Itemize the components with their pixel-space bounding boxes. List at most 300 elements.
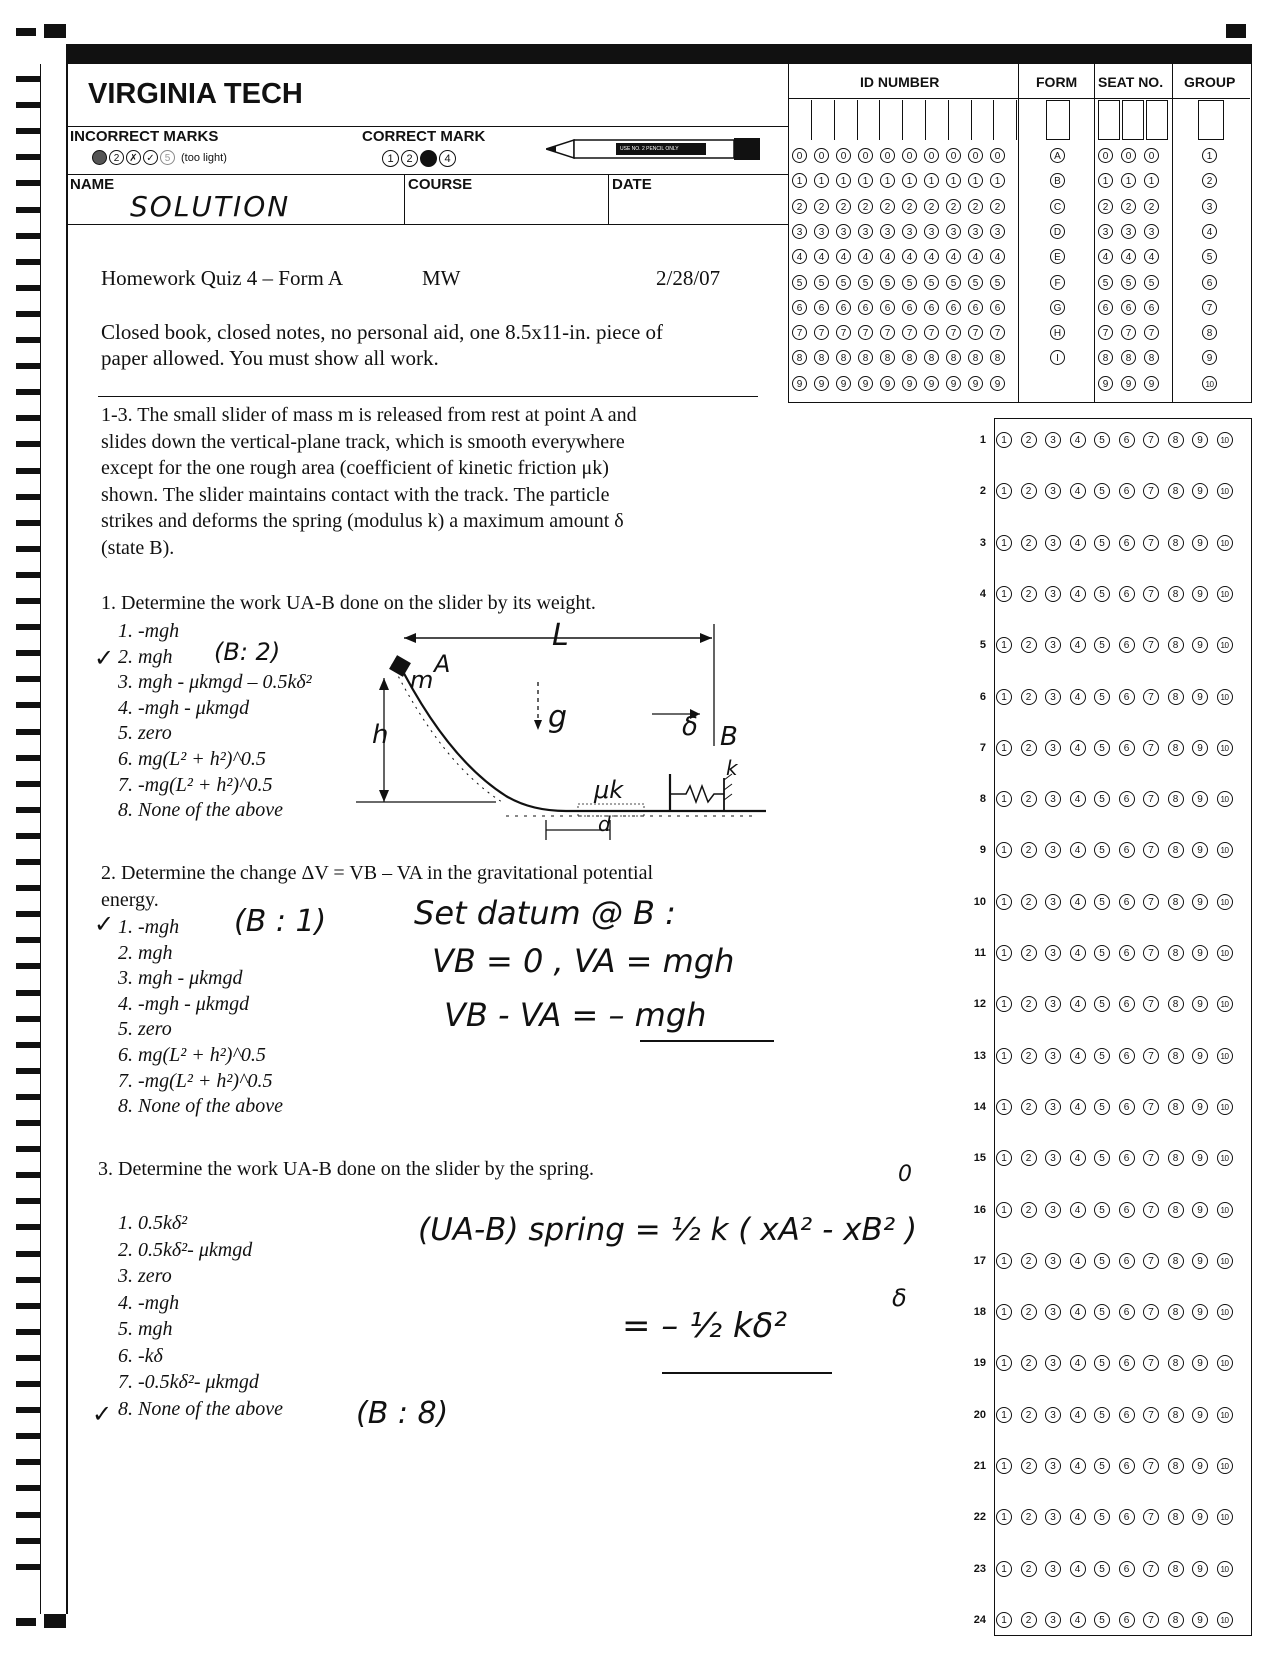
answer-bubble[interactable]: 8 bbox=[1168, 1407, 1184, 1423]
answer-bubble[interactable]: 3 bbox=[1045, 483, 1061, 499]
answer-bubble[interactable]: 5 bbox=[1094, 637, 1110, 653]
answer-bubble[interactable]: 4 bbox=[1070, 894, 1086, 910]
answer-bubble[interactable]: 10 bbox=[1217, 791, 1233, 807]
answer-bubble[interactable]: 8 bbox=[1168, 1612, 1184, 1628]
answer-bubble[interactable]: 6 bbox=[1119, 1304, 1135, 1320]
answer-bubble[interactable]: 1 bbox=[996, 894, 1012, 910]
id-write-box[interactable] bbox=[836, 100, 858, 140]
answer-bubble[interactable]: 4 bbox=[1070, 1253, 1086, 1269]
id-bubble[interactable]: 7 bbox=[946, 325, 961, 340]
id-bubble[interactable]: 3 bbox=[968, 224, 983, 239]
answer-bubble[interactable]: 7 bbox=[1143, 1048, 1159, 1064]
seat-write-box[interactable] bbox=[1122, 100, 1144, 140]
answer-bubble[interactable]: 9 bbox=[1192, 432, 1208, 448]
answer-bubble[interactable]: 8 bbox=[1168, 432, 1184, 448]
answer-bubble[interactable]: 3 bbox=[1045, 1202, 1061, 1218]
id-bubble[interactable]: 3 bbox=[858, 224, 873, 239]
id-bubble[interactable]: 8 bbox=[946, 350, 961, 365]
seat-write-box[interactable] bbox=[1146, 100, 1168, 140]
answer-bubble[interactable]: 10 bbox=[1217, 586, 1233, 602]
answer-bubble[interactable]: 8 bbox=[1168, 996, 1184, 1012]
answer-bubble[interactable]: 3 bbox=[1045, 894, 1061, 910]
id-bubble[interactable]: 9 bbox=[924, 376, 939, 391]
id-bubble[interactable]: 3 bbox=[814, 224, 829, 239]
group-bubble[interactable]: 9 bbox=[1202, 350, 1217, 365]
answer-bubble[interactable]: 5 bbox=[1094, 1407, 1110, 1423]
answer-bubble[interactable]: 3 bbox=[1045, 689, 1061, 705]
id-bubble[interactable]: 2 bbox=[902, 199, 917, 214]
id-bubble[interactable]: 7 bbox=[990, 325, 1005, 340]
seat-bubble[interactable]: 9 bbox=[1144, 376, 1159, 391]
answer-bubble[interactable]: 7 bbox=[1143, 1612, 1159, 1628]
answer-bubble[interactable]: 9 bbox=[1192, 894, 1208, 910]
answer-bubble[interactable]: 9 bbox=[1192, 945, 1208, 961]
answer-bubble[interactable]: 10 bbox=[1217, 1150, 1233, 1166]
form-bubble[interactable]: E bbox=[1050, 249, 1065, 264]
answer-bubble[interactable]: 2 bbox=[1021, 1458, 1037, 1474]
id-bubble[interactable]: 6 bbox=[990, 300, 1005, 315]
answer-bubble[interactable]: 9 bbox=[1192, 1509, 1208, 1525]
answer-bubble[interactable]: 6 bbox=[1119, 842, 1135, 858]
answer-bubble[interactable]: 3 bbox=[1045, 740, 1061, 756]
answer-bubble[interactable]: 8 bbox=[1168, 637, 1184, 653]
group-bubble[interactable]: 2 bbox=[1202, 173, 1217, 188]
form-bubble[interactable]: G bbox=[1050, 300, 1065, 315]
id-bubble[interactable]: 4 bbox=[968, 249, 983, 264]
answer-bubble[interactable]: 8 bbox=[1168, 1202, 1184, 1218]
answer-bubble[interactable]: 8 bbox=[1168, 1150, 1184, 1166]
answer-bubble[interactable]: 8 bbox=[1168, 740, 1184, 756]
id-bubble[interactable]: 7 bbox=[968, 325, 983, 340]
answer-bubble[interactable]: 3 bbox=[1045, 945, 1061, 961]
answer-bubble[interactable]: 3 bbox=[1045, 432, 1061, 448]
answer-bubble[interactable]: 1 bbox=[996, 637, 1012, 653]
answer-bubble[interactable]: 3 bbox=[1045, 1458, 1061, 1474]
answer-bubble[interactable]: 5 bbox=[1094, 1150, 1110, 1166]
answer-bubble[interactable]: 8 bbox=[1168, 586, 1184, 602]
answer-bubble[interactable]: 5 bbox=[1094, 996, 1110, 1012]
answer-bubble[interactable]: 1 bbox=[996, 432, 1012, 448]
answer-bubble[interactable]: 2 bbox=[1021, 791, 1037, 807]
answer-bubble[interactable]: 7 bbox=[1143, 740, 1159, 756]
answer-bubble[interactable]: 3 bbox=[1045, 1099, 1061, 1115]
id-bubble[interactable]: 2 bbox=[968, 199, 983, 214]
seat-bubble[interactable]: 1 bbox=[1144, 173, 1159, 188]
answer-bubble[interactable]: 7 bbox=[1143, 1202, 1159, 1218]
id-bubble[interactable]: 8 bbox=[924, 350, 939, 365]
answer-bubble[interactable]: 2 bbox=[1021, 1355, 1037, 1371]
answer-bubble[interactable]: 3 bbox=[1045, 1509, 1061, 1525]
answer-bubble[interactable]: 2 bbox=[1021, 740, 1037, 756]
answer-bubble[interactable]: 4 bbox=[1070, 1612, 1086, 1628]
answer-bubble[interactable]: 9 bbox=[1192, 1202, 1208, 1218]
answer-bubble[interactable]: 3 bbox=[1045, 535, 1061, 551]
answer-bubble[interactable]: 1 bbox=[996, 1458, 1012, 1474]
id-bubble[interactable]: 4 bbox=[792, 249, 807, 264]
seat-bubble[interactable]: 7 bbox=[1098, 325, 1113, 340]
seat-bubble[interactable]: 3 bbox=[1098, 224, 1113, 239]
answer-bubble[interactable]: 1 bbox=[996, 689, 1012, 705]
answer-bubble[interactable]: 8 bbox=[1168, 1458, 1184, 1474]
answer-bubble[interactable]: 4 bbox=[1070, 535, 1086, 551]
group-bubble[interactable]: 4 bbox=[1202, 224, 1217, 239]
answer-bubble[interactable]: 9 bbox=[1192, 1561, 1208, 1577]
answer-bubble[interactable]: 5 bbox=[1094, 689, 1110, 705]
answer-bubble[interactable]: 4 bbox=[1070, 996, 1086, 1012]
answer-bubble[interactable]: 5 bbox=[1094, 1458, 1110, 1474]
answer-bubble[interactable]: 2 bbox=[1021, 1048, 1037, 1064]
answer-bubble[interactable]: 3 bbox=[1045, 1253, 1061, 1269]
answer-bubble[interactable]: 10 bbox=[1217, 483, 1233, 499]
answer-bubble[interactable]: 8 bbox=[1168, 483, 1184, 499]
id-bubble[interactable]: 9 bbox=[880, 376, 895, 391]
id-bubble[interactable]: 5 bbox=[924, 275, 939, 290]
answer-bubble[interactable]: 10 bbox=[1217, 740, 1233, 756]
id-bubble[interactable]: 0 bbox=[902, 148, 917, 163]
answer-bubble[interactable]: 6 bbox=[1119, 586, 1135, 602]
answer-bubble[interactable]: 5 bbox=[1094, 1304, 1110, 1320]
id-bubble[interactable]: 9 bbox=[792, 376, 807, 391]
answer-bubble[interactable]: 7 bbox=[1143, 535, 1159, 551]
id-bubble[interactable]: 4 bbox=[814, 249, 829, 264]
id-bubble[interactable]: 5 bbox=[814, 275, 829, 290]
answer-bubble[interactable]: 4 bbox=[1070, 1150, 1086, 1166]
id-bubble[interactable]: 7 bbox=[902, 325, 917, 340]
answer-bubble[interactable]: 10 bbox=[1217, 1099, 1233, 1115]
answer-bubble[interactable]: 4 bbox=[1070, 1458, 1086, 1474]
answer-bubble[interactable]: 6 bbox=[1119, 894, 1135, 910]
answer-bubble[interactable]: 1 bbox=[996, 1099, 1012, 1115]
answer-bubble[interactable]: 7 bbox=[1143, 791, 1159, 807]
answer-bubble[interactable]: 10 bbox=[1217, 1561, 1233, 1577]
id-bubble[interactable]: 2 bbox=[814, 199, 829, 214]
id-bubble[interactable]: 2 bbox=[924, 199, 939, 214]
answer-bubble[interactable]: 6 bbox=[1119, 483, 1135, 499]
id-write-box[interactable] bbox=[972, 100, 994, 140]
answer-bubble[interactable]: 9 bbox=[1192, 637, 1208, 653]
group-bubble[interactable]: 3 bbox=[1202, 199, 1217, 214]
id-bubble[interactable]: 0 bbox=[836, 148, 851, 163]
id-bubble[interactable]: 4 bbox=[836, 249, 851, 264]
id-bubble[interactable]: 7 bbox=[880, 325, 895, 340]
id-write-box[interactable] bbox=[813, 100, 835, 140]
answer-bubble[interactable]: 4 bbox=[1070, 1407, 1086, 1423]
answer-bubble[interactable]: 2 bbox=[1021, 996, 1037, 1012]
seat-bubble[interactable]: 7 bbox=[1144, 325, 1159, 340]
answer-bubble[interactable]: 5 bbox=[1094, 740, 1110, 756]
id-write-box[interactable] bbox=[858, 100, 880, 140]
answer-bubble[interactable]: 3 bbox=[1045, 842, 1061, 858]
answer-bubble[interactable]: 1 bbox=[996, 1253, 1012, 1269]
id-bubble[interactable]: 4 bbox=[880, 249, 895, 264]
id-bubble[interactable]: 3 bbox=[836, 224, 851, 239]
seat-bubble[interactable]: 3 bbox=[1121, 224, 1136, 239]
seat-bubble[interactable]: 4 bbox=[1121, 249, 1136, 264]
answer-bubble[interactable]: 5 bbox=[1094, 432, 1110, 448]
id-bubble[interactable]: 4 bbox=[924, 249, 939, 264]
answer-bubble[interactable]: 1 bbox=[996, 945, 1012, 961]
answer-bubble[interactable]: 8 bbox=[1168, 1048, 1184, 1064]
id-bubble[interactable]: 6 bbox=[836, 300, 851, 315]
answer-bubble[interactable]: 2 bbox=[1021, 432, 1037, 448]
id-bubble[interactable]: 3 bbox=[924, 224, 939, 239]
answer-bubble[interactable]: 6 bbox=[1119, 1099, 1135, 1115]
id-write-box[interactable] bbox=[927, 100, 949, 140]
id-bubble[interactable]: 3 bbox=[880, 224, 895, 239]
seat-bubble[interactable]: 2 bbox=[1098, 199, 1113, 214]
answer-bubble[interactable]: 6 bbox=[1119, 689, 1135, 705]
id-bubble[interactable]: 2 bbox=[880, 199, 895, 214]
answer-bubble[interactable]: 10 bbox=[1217, 1509, 1233, 1525]
answer-bubble[interactable]: 1 bbox=[996, 1202, 1012, 1218]
answer-bubble[interactable]: 7 bbox=[1143, 1150, 1159, 1166]
seat-bubble[interactable]: 8 bbox=[1121, 350, 1136, 365]
answer-bubble[interactable]: 4 bbox=[1070, 1202, 1086, 1218]
id-bubble[interactable]: 1 bbox=[814, 173, 829, 188]
id-bubble[interactable]: 6 bbox=[792, 300, 807, 315]
id-bubble[interactable]: 4 bbox=[990, 249, 1005, 264]
answer-bubble[interactable]: 10 bbox=[1217, 996, 1233, 1012]
id-bubble[interactable]: 1 bbox=[836, 173, 851, 188]
answer-bubble[interactable]: 1 bbox=[996, 483, 1012, 499]
answer-bubble[interactable]: 6 bbox=[1119, 1150, 1135, 1166]
form-bubble[interactable]: D bbox=[1050, 224, 1065, 239]
answer-bubble[interactable]: 7 bbox=[1143, 1253, 1159, 1269]
answer-bubble[interactable]: 3 bbox=[1045, 1612, 1061, 1628]
seat-bubble[interactable]: 6 bbox=[1121, 300, 1136, 315]
id-bubble[interactable]: 7 bbox=[836, 325, 851, 340]
id-bubble[interactable]: 0 bbox=[792, 148, 807, 163]
answer-bubble[interactable]: 3 bbox=[1045, 1150, 1061, 1166]
form-bubble[interactable]: A bbox=[1050, 148, 1065, 163]
id-bubble[interactable]: 1 bbox=[880, 173, 895, 188]
answer-bubble[interactable]: 7 bbox=[1143, 1355, 1159, 1371]
answer-bubble[interactable]: 10 bbox=[1217, 1612, 1233, 1628]
answer-bubble[interactable]: 7 bbox=[1143, 637, 1159, 653]
seat-bubble[interactable]: 5 bbox=[1098, 275, 1113, 290]
answer-bubble[interactable]: 2 bbox=[1021, 637, 1037, 653]
answer-bubble[interactable]: 6 bbox=[1119, 1458, 1135, 1474]
seat-bubble[interactable]: 0 bbox=[1098, 148, 1113, 163]
answer-bubble[interactable]: 10 bbox=[1217, 689, 1233, 705]
answer-bubble[interactable]: 2 bbox=[1021, 1612, 1037, 1628]
id-write-box[interactable] bbox=[950, 100, 972, 140]
id-bubble[interactable]: 4 bbox=[858, 249, 873, 264]
answer-bubble[interactable]: 6 bbox=[1119, 1202, 1135, 1218]
answer-bubble[interactable]: 7 bbox=[1143, 1304, 1159, 1320]
answer-bubble[interactable]: 5 bbox=[1094, 1561, 1110, 1577]
id-bubble[interactable]: 6 bbox=[924, 300, 939, 315]
answer-bubble[interactable]: 8 bbox=[1168, 1355, 1184, 1371]
id-bubble[interactable]: 6 bbox=[946, 300, 961, 315]
answer-bubble[interactable]: 1 bbox=[996, 996, 1012, 1012]
seat-bubble[interactable]: 8 bbox=[1144, 350, 1159, 365]
answer-bubble[interactable]: 8 bbox=[1168, 842, 1184, 858]
answer-bubble[interactable]: 7 bbox=[1143, 586, 1159, 602]
id-bubble[interactable]: 1 bbox=[902, 173, 917, 188]
answer-bubble[interactable]: 3 bbox=[1045, 791, 1061, 807]
id-bubble[interactable]: 0 bbox=[924, 148, 939, 163]
id-bubble[interactable]: 2 bbox=[836, 199, 851, 214]
answer-bubble[interactable]: 2 bbox=[1021, 1561, 1037, 1577]
answer-bubble[interactable]: 4 bbox=[1070, 483, 1086, 499]
form-bubble[interactable]: I bbox=[1050, 350, 1065, 365]
answer-bubble[interactable]: 6 bbox=[1119, 1561, 1135, 1577]
id-bubble[interactable]: 5 bbox=[990, 275, 1005, 290]
answer-bubble[interactable]: 10 bbox=[1217, 1355, 1233, 1371]
answer-bubble[interactable]: 9 bbox=[1192, 1458, 1208, 1474]
id-bubble[interactable]: 5 bbox=[946, 275, 961, 290]
answer-bubble[interactable]: 1 bbox=[996, 535, 1012, 551]
answer-bubble[interactable]: 10 bbox=[1217, 432, 1233, 448]
answer-bubble[interactable]: 7 bbox=[1143, 1099, 1159, 1115]
answer-bubble[interactable]: 9 bbox=[1192, 740, 1208, 756]
answer-bubble[interactable]: 5 bbox=[1094, 842, 1110, 858]
seat-bubble[interactable]: 3 bbox=[1144, 224, 1159, 239]
id-write-box[interactable] bbox=[904, 100, 926, 140]
group-bubble[interactable]: 7 bbox=[1202, 300, 1217, 315]
form-bubble[interactable]: C bbox=[1050, 199, 1065, 214]
answer-bubble[interactable]: 3 bbox=[1045, 996, 1061, 1012]
id-bubble[interactable]: 9 bbox=[836, 376, 851, 391]
answer-bubble[interactable]: 2 bbox=[1021, 1407, 1037, 1423]
answer-bubble[interactable]: 2 bbox=[1021, 894, 1037, 910]
answer-bubble[interactable]: 5 bbox=[1094, 483, 1110, 499]
answer-bubble[interactable]: 1 bbox=[996, 791, 1012, 807]
id-bubble[interactable]: 9 bbox=[902, 376, 917, 391]
answer-bubble[interactable]: 5 bbox=[1094, 1202, 1110, 1218]
answer-bubble[interactable]: 9 bbox=[1192, 1304, 1208, 1320]
id-bubble[interactable]: 7 bbox=[858, 325, 873, 340]
answer-bubble[interactable]: 5 bbox=[1094, 1099, 1110, 1115]
answer-bubble[interactable]: 10 bbox=[1217, 535, 1233, 551]
answer-bubble[interactable]: 8 bbox=[1168, 1253, 1184, 1269]
answer-bubble[interactable]: 1 bbox=[996, 1407, 1012, 1423]
id-bubble[interactable]: 1 bbox=[968, 173, 983, 188]
answer-bubble[interactable]: 10 bbox=[1217, 894, 1233, 910]
answer-bubble[interactable]: 8 bbox=[1168, 1304, 1184, 1320]
answer-bubble[interactable]: 4 bbox=[1070, 945, 1086, 961]
answer-bubble[interactable]: 5 bbox=[1094, 1612, 1110, 1628]
answer-bubble[interactable]: 2 bbox=[1021, 586, 1037, 602]
answer-bubble[interactable]: 6 bbox=[1119, 432, 1135, 448]
id-bubble[interactable]: 0 bbox=[858, 148, 873, 163]
answer-bubble[interactable]: 4 bbox=[1070, 1048, 1086, 1064]
id-bubble[interactable]: 8 bbox=[880, 350, 895, 365]
form-bubble[interactable]: B bbox=[1050, 173, 1065, 188]
answer-bubble[interactable]: 7 bbox=[1143, 1458, 1159, 1474]
seat-bubble[interactable]: 9 bbox=[1098, 376, 1113, 391]
answer-bubble[interactable]: 7 bbox=[1143, 894, 1159, 910]
answer-bubble[interactable]: 4 bbox=[1070, 1561, 1086, 1577]
seat-bubble[interactable]: 0 bbox=[1144, 148, 1159, 163]
seat-bubble[interactable]: 1 bbox=[1098, 173, 1113, 188]
answer-bubble[interactable]: 4 bbox=[1070, 1304, 1086, 1320]
id-bubble[interactable]: 2 bbox=[990, 199, 1005, 214]
answer-bubble[interactable]: 8 bbox=[1168, 689, 1184, 705]
seat-bubble[interactable]: 2 bbox=[1144, 199, 1159, 214]
answer-bubble[interactable]: 3 bbox=[1045, 1048, 1061, 1064]
seat-bubble[interactable]: 8 bbox=[1098, 350, 1113, 365]
group-bubble[interactable]: 8 bbox=[1202, 325, 1217, 340]
seat-bubble[interactable]: 1 bbox=[1121, 173, 1136, 188]
answer-bubble[interactable]: 5 bbox=[1094, 791, 1110, 807]
answer-bubble[interactable]: 10 bbox=[1217, 1048, 1233, 1064]
answer-bubble[interactable]: 9 bbox=[1192, 1048, 1208, 1064]
answer-bubble[interactable]: 4 bbox=[1070, 1099, 1086, 1115]
answer-bubble[interactable]: 1 bbox=[996, 1509, 1012, 1525]
answer-bubble[interactable]: 2 bbox=[1021, 1202, 1037, 1218]
answer-bubble[interactable]: 3 bbox=[1045, 586, 1061, 602]
id-bubble[interactable]: 8 bbox=[814, 350, 829, 365]
id-bubble[interactable]: 2 bbox=[858, 199, 873, 214]
id-write-box[interactable] bbox=[995, 100, 1017, 140]
answer-bubble[interactable]: 7 bbox=[1143, 1561, 1159, 1577]
answer-bubble[interactable]: 6 bbox=[1119, 791, 1135, 807]
id-bubble[interactable]: 0 bbox=[968, 148, 983, 163]
id-bubble[interactable]: 5 bbox=[968, 275, 983, 290]
id-bubble[interactable]: 8 bbox=[858, 350, 873, 365]
seat-bubble[interactable]: 5 bbox=[1144, 275, 1159, 290]
answer-bubble[interactable]: 10 bbox=[1217, 945, 1233, 961]
answer-bubble[interactable]: 6 bbox=[1119, 1407, 1135, 1423]
id-bubble[interactable]: 1 bbox=[990, 173, 1005, 188]
answer-bubble[interactable]: 7 bbox=[1143, 945, 1159, 961]
id-bubble[interactable]: 4 bbox=[946, 249, 961, 264]
seat-bubble[interactable]: 4 bbox=[1144, 249, 1159, 264]
answer-bubble[interactable]: 9 bbox=[1192, 791, 1208, 807]
id-bubble[interactable]: 4 bbox=[902, 249, 917, 264]
answer-bubble[interactable]: 7 bbox=[1143, 432, 1159, 448]
id-bubble[interactable]: 0 bbox=[880, 148, 895, 163]
id-bubble[interactable]: 5 bbox=[858, 275, 873, 290]
seat-bubble[interactable]: 7 bbox=[1121, 325, 1136, 340]
id-bubble[interactable]: 6 bbox=[902, 300, 917, 315]
answer-bubble[interactable]: 5 bbox=[1094, 894, 1110, 910]
id-bubble[interactable]: 3 bbox=[946, 224, 961, 239]
id-bubble[interactable]: 8 bbox=[902, 350, 917, 365]
answer-bubble[interactable]: 8 bbox=[1168, 894, 1184, 910]
answer-bubble[interactable]: 1 bbox=[996, 1355, 1012, 1371]
id-bubble[interactable]: 9 bbox=[946, 376, 961, 391]
answer-bubble[interactable]: 6 bbox=[1119, 535, 1135, 551]
answer-bubble[interactable]: 2 bbox=[1021, 945, 1037, 961]
id-bubble[interactable]: 7 bbox=[924, 325, 939, 340]
answer-bubble[interactable]: 9 bbox=[1192, 1150, 1208, 1166]
answer-bubble[interactable]: 5 bbox=[1094, 1253, 1110, 1269]
answer-bubble[interactable]: 3 bbox=[1045, 637, 1061, 653]
answer-bubble[interactable]: 4 bbox=[1070, 432, 1086, 448]
seat-bubble[interactable]: 9 bbox=[1121, 376, 1136, 391]
id-bubble[interactable]: 9 bbox=[858, 376, 873, 391]
answer-bubble[interactable]: 6 bbox=[1119, 1253, 1135, 1269]
id-write-box[interactable] bbox=[790, 100, 812, 140]
seat-bubble[interactable]: 2 bbox=[1121, 199, 1136, 214]
id-bubble[interactable]: 3 bbox=[792, 224, 807, 239]
answer-bubble[interactable]: 6 bbox=[1119, 996, 1135, 1012]
answer-bubble[interactable]: 2 bbox=[1021, 1099, 1037, 1115]
answer-bubble[interactable]: 6 bbox=[1119, 1048, 1135, 1064]
id-bubble[interactable]: 5 bbox=[792, 275, 807, 290]
id-bubble[interactable]: 5 bbox=[880, 275, 895, 290]
answer-bubble[interactable]: 4 bbox=[1070, 740, 1086, 756]
answer-bubble[interactable]: 9 bbox=[1192, 689, 1208, 705]
answer-bubble[interactable]: 4 bbox=[1070, 842, 1086, 858]
answer-bubble[interactable]: 9 bbox=[1192, 483, 1208, 499]
answer-bubble[interactable]: 10 bbox=[1217, 1202, 1233, 1218]
seat-bubble[interactable]: 0 bbox=[1121, 148, 1136, 163]
id-bubble[interactable]: 9 bbox=[990, 376, 1005, 391]
